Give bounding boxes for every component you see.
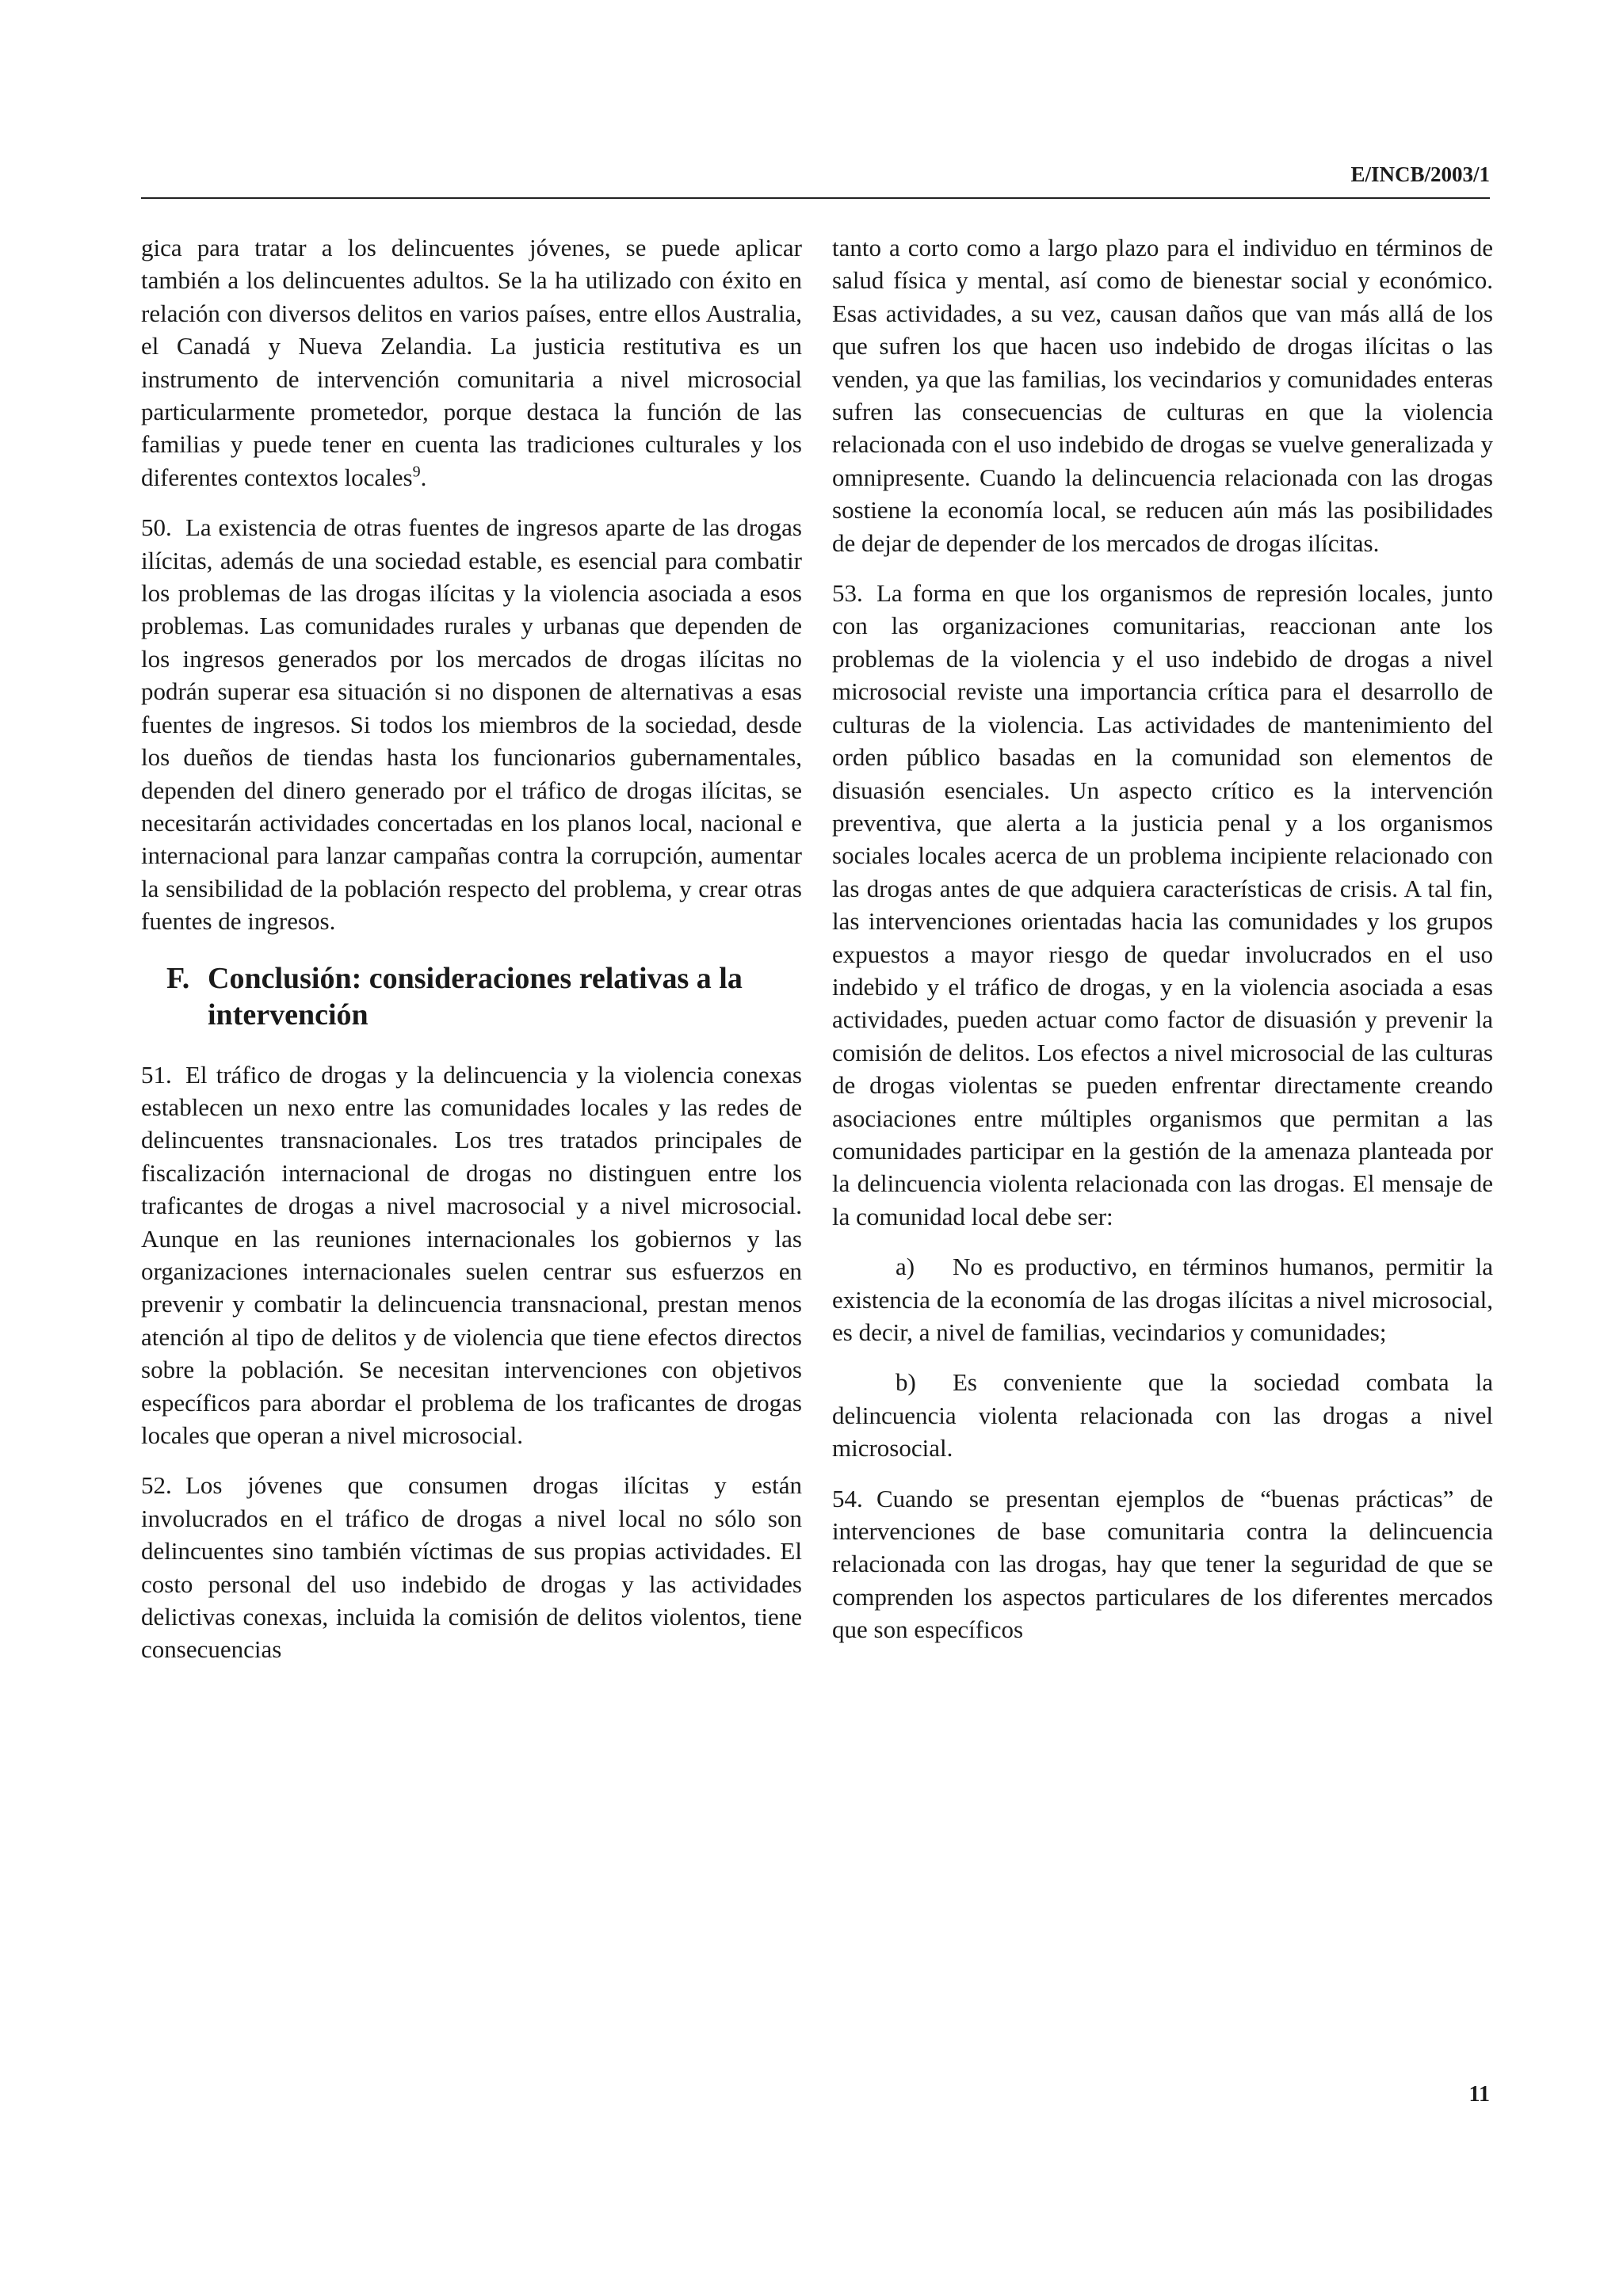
paragraph-54: [832, 1482, 1493, 1646]
paragraph-52-continued: tanto a corto como a largo plazo para el individuo en términos de salud física y mental, así como de bienestar social y económico. Esas actividades, a su vez, causan daños que van más allá de los que sufren los que hacen uso indebido de drogas ilícitas o las venden, ya que las familias, los vecindarios y comunidades enteras sufren las consecuencias de culturas en que la violencia relacionada con el uso indebido de drogas se vuelve generalizada y omnipresente. Cuando la delincuencia relacionada con las drogas sostiene la economía local, se reducen aún más las posibilidades de dejar de depender de los mercados de drogas ilícitas.: [832, 234, 1493, 557]
section-title: Conclusión: consideraciones relativas a la intervención: [208, 961, 743, 1032]
paragraph-51: [141, 1058, 802, 1452]
paragraph-number: 51.: [141, 1060, 172, 1089]
footnote-reference[interactable]: 9: [412, 463, 421, 481]
right-column: [832, 231, 1493, 1664]
paragraph-number: 53.: [832, 579, 863, 608]
paragraph-text: La forma en que los organismos de represión locales, junto con las organizaciones comunitarias, reaccionan ante los problemas de la violencia y el uso indebido de drogas a nivel microsocial reviste una importancia crítica para el desarrollo de culturas de la violencia. Las actividades de mantenimiento del orden público basadas en la comunidad son elementos de disuasión esenciales. Un aspecto crítico es la intervención preventiva, que alerta a la justicia penal y a los organismos sociales locales acerca de un problema incipiente relacionado con las drogas antes de que adquiera características de crisis. A tal fin, las intervenciones orientadas hacia las comunidades y los grupos expuestos a mayor riesgo de quedar involucrados en el uso indebido y el tráfico de drogas, y en la violencia asociada a esas actividades, pueden actuar como factor de disuasión y prevenir la comisión de delitos. Los efectos a nivel microsocial de las culturas de drogas violentas se pueden enfrentar directamente creando asociaciones entre múltiples organismos que permitan a las comunidades participar en la gestión de la amenaza planteada por la delincuencia violenta relacionada con las drogas. El mensaje de la comunidad local debe ser:: [832, 579, 1493, 1230]
paragraph-53: [832, 577, 1493, 1233]
document-symbol: E/INCB/2003/1: [1350, 162, 1490, 186]
page-number: 11: [1468, 2082, 1490, 2107]
paragraph-number: 52.: [141, 1471, 172, 1500]
paragraph-49-continued: gica para tratar a los delincuentes jóvenes, se puede aplicar también a los delincuentes adultos. Se la ha utilizado con éxito en relación con diversos delitos en varios países, entre ellos Australia, el Canadá y Nueva Zelandia. La justicia restitutiva es un instrumento de intervención comunitaria a nivel microsocial particularmente prometedor, porque destaca la función de las familias y puede tener en cuenta las tradiciones culturales y los diferentes contextos locales$^9$.: [141, 234, 802, 491]
list-item-b: [832, 1366, 1493, 1464]
section-heading: [166, 960, 802, 1033]
list-item-text: Es conveniente que la sociedad combata la delincuencia violenta relacionada con las drogas a nivel microsocial.: [832, 1368, 1493, 1463]
paragraph-50: [141, 511, 802, 937]
paragraph-text: Cuando se presentan ejemplos de “buenas prácticas” de intervenciones de base comunitaria contra la delincuencia relacionada con las drogas, hay que tener la seguridad de que se comprenden los aspectos particulares de los diferentes mercados que son específicos: [832, 1484, 1493, 1644]
paragraph-text: Los jóvenes que consumen drogas ilícitas y están involucrados en el tráfico de drogas a nivel local no sólo son delincuentes sino también víctimas de sus propias actividades. El costo personal del uso indebido de drogas y las actividades delictivas conexas, incluida la comisión de delitos violentos, tiene consecuencias: [141, 1471, 802, 1664]
left-column: [141, 231, 802, 1684]
list-item-label: b): [896, 1368, 916, 1397]
paragraph-52: [141, 1469, 802, 1665]
list-item-a: [832, 1250, 1493, 1348]
list-item-label: a): [896, 1253, 915, 1281]
paragraph-number: 54.: [832, 1484, 863, 1512]
list-item-text: No es productivo, en términos humanos, permitir la existencia de la economía de las drogas ilícitas a nivel microsocial, es decir, a nivel de familias, vecindarios y comunidades;: [832, 1253, 1493, 1346]
paragraph-text: El tráfico de drogas y la delincuencia y la violencia conexas establecen un nexo entre las comunidades locales y las redes de delincuentes transnacionales. Los tres tratados principales de fiscalización internacional de drogas no distinguen entre los traficantes de drogas a nivel macrosocial y a nivel microsocial. Aunque en las reuniones internacionales los gobiernos y las organizaciones internacionales suelen centrar sus esfuerzos en prevenir y combatir la delincuencia transnacional, prestan menos atención al tipo de delitos y de violencia que tiene efectos directos sobre la población. Se necesitan intervenciones con objetivos específicos para abordar el problema de los traficantes de drogas locales que operan a nivel microsocial.: [141, 1060, 802, 1449]
paragraph-number: 50.: [141, 513, 172, 542]
paragraph-text: gica para tratar a los delincuentes jóvenes, se puede aplicar también a los delincuentes adultos. Se la ha utilizado con éxito en relación con diversos delitos en varios países, entre ellos Australia, el Canadá y Nueva Zelandia. La justicia restitutiva es un instrumento de intervención comunitaria a nivel microsocial particularmente prometedor, porque destaca la función de las familias y puede tener en cuenta las tradiciones culturales y los diferentes contextos locales: [141, 234, 802, 491]
paragraph-text: La existencia de otras fuentes de ingresos aparte de las drogas ilícitas, además de una sociedad estable, es esencial para combatir los problemas de las drogas ilícitas y la violencia asociada a esos problemas. Las comunidades rurales y urbanas que dependen de los ingresos generados por los mercados de drogas ilícitas no podrán superar esa situación si no disponen de alternativas a esas fuentes de ingresos. Si todos los miembros de la sociedad, desde los dueños de tiendas hasta los funcionarios gubernamentales, dependen del dinero generado por el tráfico de drogas ilícitas, se necesitarán actividades concertadas en los planos local, nacional e internacional para lanzar campañas contra la corrupción, aumentar la sensibilidad de la población respecto del problema, y crear otras fuentes de ingresos.: [141, 513, 802, 936]
message-list: [832, 1250, 1493, 1464]
section-letter: F.: [166, 961, 190, 995]
page-header: [141, 162, 1490, 199]
